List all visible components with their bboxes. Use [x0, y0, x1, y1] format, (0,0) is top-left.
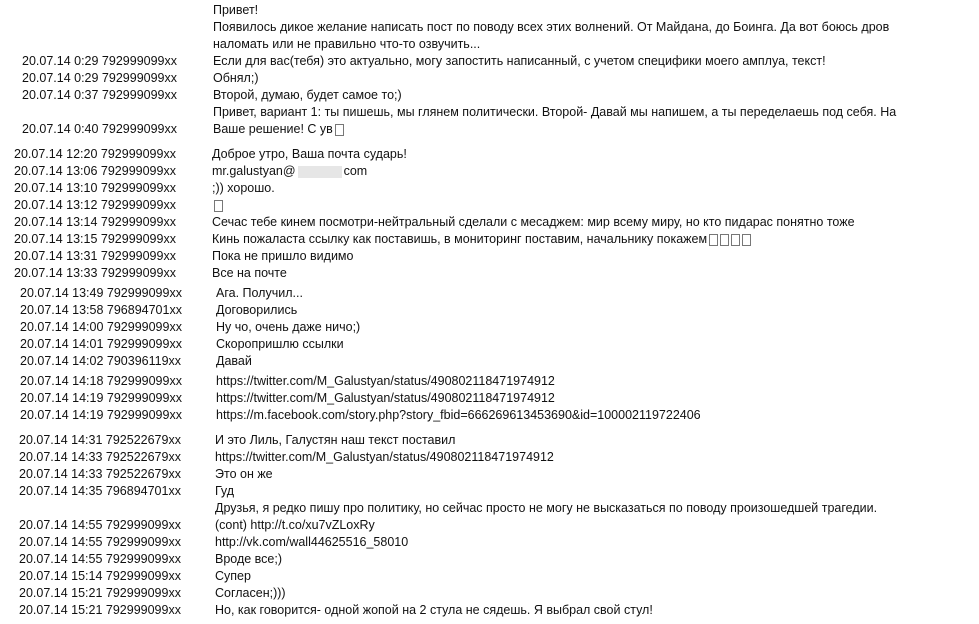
message-text: Вроде все;)	[215, 552, 283, 566]
message-text: Ну чо, очень даже ничо;)	[216, 320, 361, 334]
message-text: наломать или не правильно что-то озвучить...	[213, 37, 481, 51]
message-text: Привет, вариант 1: ты пишешь, мы глянем политически. Второй- Давай мы напишем, а ты переделаешь под себя. На	[213, 105, 897, 119]
message-text	[212, 197, 223, 214]
message-row	[0, 534, 979, 551]
message-text: И это Лиль, Галустян наш текст поставил	[215, 433, 456, 447]
timestamp-sender: 20.07.14 13:06 792999099xx	[14, 164, 176, 178]
message-text: Гуд	[215, 484, 235, 498]
timestamp-sender: 20.07.14 14:33 792522679xx	[19, 450, 181, 464]
message-row	[0, 197, 979, 214]
timestamp-sender: 20.07.14 13:33 792999099xx	[14, 266, 176, 280]
message-row	[0, 568, 979, 585]
timestamp-sender: 20.07.14 14:35 796894701xx	[19, 484, 181, 498]
missing-glyph-icon	[720, 234, 729, 246]
message-row	[0, 248, 979, 265]
message-text: ;)) хорошо.	[212, 181, 275, 195]
message-row	[0, 214, 979, 231]
timestamp-sender: 20.07.14 15:14 792999099xx	[19, 569, 181, 583]
message-row	[0, 407, 979, 424]
message-link: (cont) http://t.co/xu7vZLoxRy	[215, 518, 375, 532]
message-row	[0, 432, 979, 449]
message-row	[0, 146, 979, 163]
message-row	[0, 2, 979, 19]
message-row	[0, 36, 979, 53]
missing-glyph-icon	[742, 234, 751, 246]
message-row	[0, 180, 979, 197]
timestamp-sender: 20.07.14 14:55 792999099xx	[19, 518, 181, 532]
timestamp-sender: 20.07.14 14:55 792999099xx	[19, 535, 181, 549]
message-row	[0, 285, 979, 302]
message-text: Привет!	[213, 3, 259, 17]
message-row	[0, 53, 979, 70]
message-text: Ваше решение! С ув	[213, 121, 344, 138]
message-row	[0, 466, 979, 483]
timestamp-sender: 20.07.14 13:15 792999099xx	[14, 232, 176, 246]
message-row	[0, 602, 979, 619]
message-text: Если для вас(тебя) это актуально, могу запостить написанный, с учетом специфики моего амплуа, текст!	[213, 54, 826, 68]
timestamp-sender: 20.07.14 0:40 792999099xx	[22, 122, 177, 136]
timestamp-sender: 20.07.14 13:12 792999099xx	[14, 198, 176, 212]
timestamp-sender: 20.07.14 13:14 792999099xx	[14, 215, 176, 229]
message-link: https://twitter.com/M_Galustyan/status/490802118471974912	[215, 450, 554, 464]
message-text: Согласен;)))	[215, 586, 286, 600]
message-row	[0, 483, 979, 500]
timestamp-sender: 20.07.14 14:55 792999099xx	[19, 552, 181, 566]
message-text: mr.galustyan@ com	[212, 164, 368, 178]
message-row	[0, 70, 979, 87]
message-row	[0, 19, 979, 36]
message-row	[0, 390, 979, 407]
timestamp-sender: 20.07.14 14:33 792522679xx	[19, 467, 181, 481]
message-row	[0, 87, 979, 104]
message-text: Договорились	[216, 303, 298, 317]
timestamp-sender: 20.07.14 14:19 792999099xx	[20, 408, 182, 422]
message-text: Все на почте	[212, 266, 287, 280]
timestamp-sender: 20.07.14 14:02 790396119xx	[20, 354, 182, 368]
timestamp-sender: 20.07.14 15:21 792999099xx	[19, 603, 181, 617]
message-row	[0, 163, 979, 180]
message-link: https://m.facebook.com/story.php?story_fbid=666269613453690&id=100002119722406	[216, 408, 701, 422]
missing-glyph-icon	[214, 200, 223, 212]
message-text: Друзья, я редко пишу про политику, но сейчас просто не могу не высказаться по поводу произошедшей трагедии.	[215, 501, 878, 515]
message-row	[0, 319, 979, 336]
timestamp-sender: 20.07.14 15:21 792999099xx	[19, 586, 181, 600]
message-row	[0, 121, 979, 138]
message-row	[0, 585, 979, 602]
timestamp-sender: 20.07.14 14:00 792999099xx	[20, 320, 182, 334]
message-link: https://twitter.com/M_Galustyan/status/490802118471974912	[216, 374, 555, 388]
message-row	[0, 302, 979, 319]
message-row	[0, 449, 979, 466]
message-row	[0, 373, 979, 390]
timestamp-sender: 20.07.14 13:10 792999099xx	[14, 181, 176, 195]
message-text: Доброе утро, Ваша почта сударь!	[212, 147, 407, 161]
message-text: Давай	[216, 354, 252, 368]
timestamp-sender: 20.07.14 12:20 792999099xx	[14, 147, 176, 161]
message-row	[0, 500, 979, 517]
message-text: Ага. Получил...	[216, 286, 303, 300]
message-text: Пока не пришло видимо	[212, 249, 354, 263]
timestamp-sender: 20.07.14 13:49 792999099xx	[20, 286, 182, 300]
timestamp-sender: 20.07.14 13:31 792999099xx	[14, 249, 176, 263]
timestamp-sender: 20.07.14 0:37 792999099xx	[22, 88, 177, 102]
missing-glyph-icon	[709, 234, 718, 246]
message-row	[0, 353, 979, 370]
timestamp-sender: 20.07.14 14:19 792999099xx	[20, 391, 182, 405]
message-text: Второй, думаю, будет самое то;)	[213, 88, 402, 102]
message-text: Супер	[215, 569, 251, 583]
timestamp-sender: 20.07.14 0:29 792999099xx	[22, 54, 177, 68]
message-row	[0, 265, 979, 282]
message-text: Обнял;)	[213, 71, 259, 85]
timestamp-sender: 20.07.14 14:01 792999099xx	[20, 337, 182, 351]
timestamp-sender: 20.07.14 14:18 792999099xx	[20, 374, 182, 388]
message-text: Появилось дикое желание написать пост по поводу всех этих волнений. От Майдана, до Боинга. Да вот боюсь дров	[213, 20, 890, 34]
timestamp-sender: 20.07.14 14:31 792522679xx	[19, 433, 181, 447]
message-row	[0, 517, 979, 534]
message-text: Но, как говорится- одной жопой на 2 стула не сядешь. Я выбрал свой стул!	[215, 603, 653, 617]
message-text: Это он же	[215, 467, 273, 481]
message-row	[0, 336, 979, 353]
message-text: Скоропришлю ссылки	[216, 337, 344, 351]
missing-glyph-icon	[335, 124, 344, 136]
message-row	[0, 551, 979, 568]
timestamp-sender: 20.07.14 13:58 796894701xx	[20, 303, 182, 317]
timestamp-sender: 20.07.14 0:29 792999099xx	[22, 71, 177, 85]
redaction-blur	[298, 166, 342, 178]
message-link: http://vk.com/wall44625516_58010	[215, 535, 409, 549]
message-row	[0, 104, 979, 121]
message-text: Сечас тебе кинем посмотри-нейтральный сделали с месаджем: мир всему миру, но кто пидарас понятно тоже	[212, 215, 855, 229]
message-link: https://twitter.com/M_Galustyan/status/490802118471974912	[216, 391, 555, 405]
message-text: Кинь пожаластa ссылку как поставишь, в мониторинг поставим, начальнику покажем	[212, 231, 751, 248]
missing-glyph-icon	[731, 234, 740, 246]
message-row	[0, 231, 979, 248]
